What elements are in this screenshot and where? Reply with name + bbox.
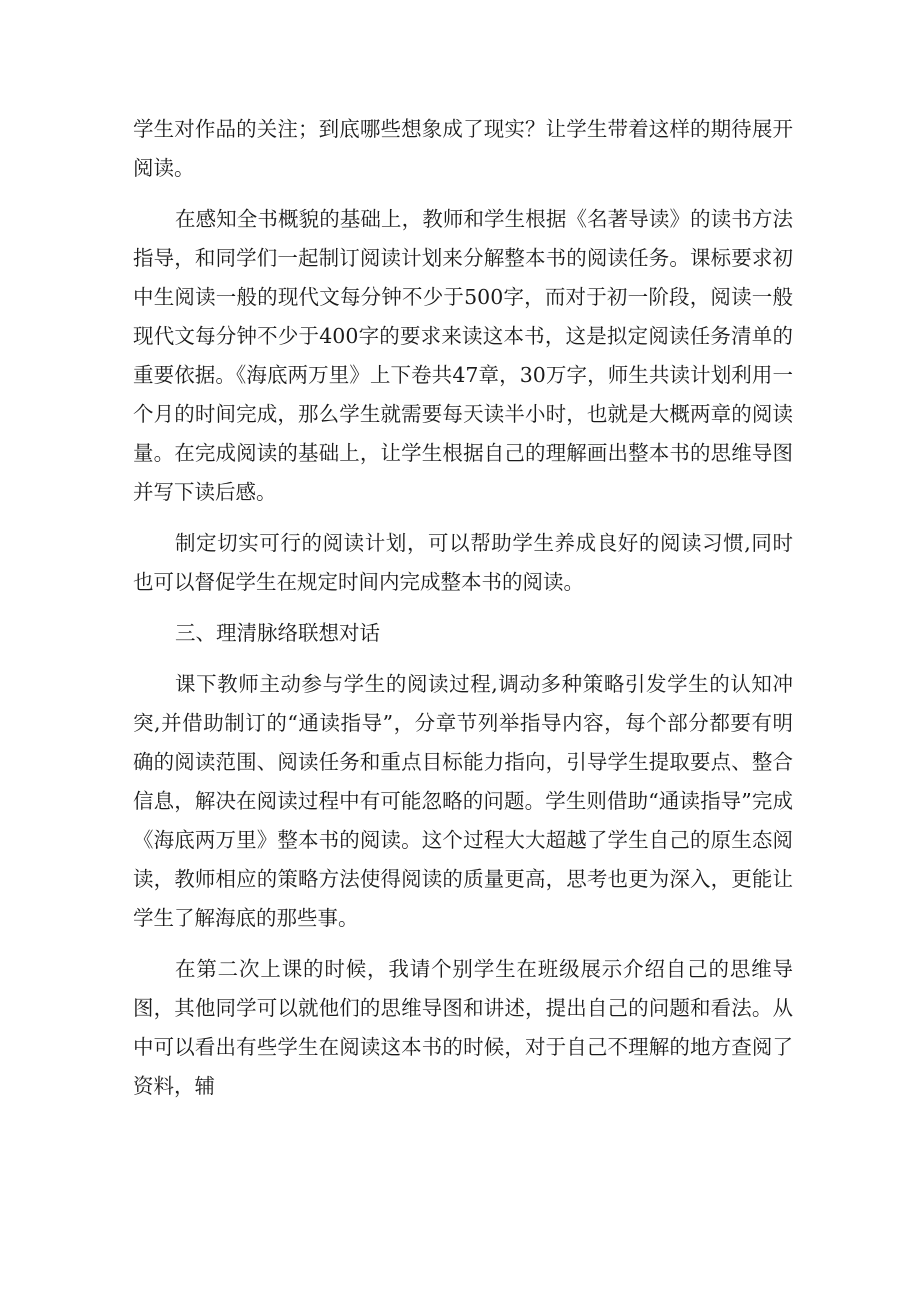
paragraph-3: 制定切实可行的阅读计划，可以帮助学生养成良好的阅读习惯,同时也可以督促学生在规定时间内完成整本书的阅读。 bbox=[133, 531, 793, 594]
document-body bbox=[133, 110, 793, 1118]
paragraph-1: 学生对作品的关注；到底哪些想象成了现实？让学生带着这样的期待展开阅读。 bbox=[133, 117, 793, 180]
section-heading: 三、理清脉络联想对话 bbox=[175, 621, 380, 645]
paragraph-2: 在感知全书概貌的基础上，教师和学生根据《名著导读》的读书方法指导，和同学们一起制订阅读计划来分解整本书的阅读任务。课标要求初中生阅读一般的现代文每分钟不少于500字，而对于初一阶段，阅读一般现代文每分钟不少于400字的要求来读这本书，这是拟定阅读任务清单的重要依据。《海底两万里》上下卷共47章，30万字，师生共读计划利用一个月的时间完成，那么学生就需要每天读半小时，也就是大概两章的阅读量。在完成阅读的基础上，让学生根据自己的理解画出整本书的思维导图并写下读后感。 bbox=[133, 207, 793, 504]
paragraph-5: 在第二次上课的时候，我请个别学生在班级展示介绍自己的思维导图，其他同学可以就他们的思维导图和讲述，提出自己的问题和看法。从中可以看出有些学生在阅读这本书的时候，对于自己不理解的地方查阅了资料，辅 bbox=[133, 957, 793, 1098]
paragraph-4: 课下教师主动参与学生的阅读过程,调动多种策略引发学生的认知冲突,并借助制订的“通读指导”，分章节列举指导内容，每个部分都要有明确的阅读范围、阅读任务和重点目标能力指向，引导学生提取要点、整合信息，解决在阅读过程中有可能忽略的问题。学生则借助“通读指导”完成《海底两万里》整本书的阅读。这个过程大大超越了学生自己的原生态阅读，教师相应的策略方法使得阅读的质量更高，思考也更为深入，更能让学生了解海底的那些事。 bbox=[133, 672, 793, 930]
